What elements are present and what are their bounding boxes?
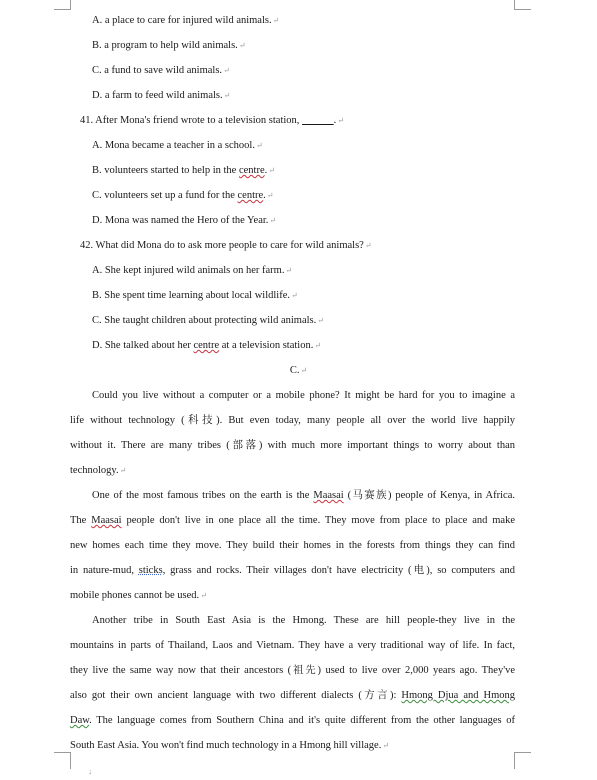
p3-line-3: they live the same way now that their ancestors (祖先) used to live over 2,000 years ago. They've bbox=[70, 665, 515, 676]
crop-mark-top-right bbox=[514, 0, 531, 10]
p2-line-3: new homes each time they move. They build their homes in the forests from things they can find bbox=[70, 540, 515, 551]
p2-line-1: One of the most famous tribes on the earth is the Maasai (马赛族) people of Kenya, in Africa. bbox=[92, 490, 515, 501]
q42-stem: 42. What did Mona do to ask more people to care for wild animals?↵ bbox=[80, 240, 372, 251]
q40-option-d: D. a farm to feed wild animals.↵ bbox=[92, 90, 231, 101]
p2-line-4: in nature-mud, sticks, grass and rocks. Their villages don't have electricity (电), so computers and bbox=[70, 565, 515, 576]
p3-line-6: South East Asia. You won't find much technology in a Hmong hill village.↵ bbox=[70, 740, 390, 751]
crop-mark-top-left bbox=[54, 0, 71, 10]
p2-line-5: mobile phones cannot be used.↵ bbox=[70, 590, 207, 601]
crop-mark-bottom-right bbox=[514, 752, 531, 769]
p3-line-1: Another tribe in South East Asia is the Hmong. These are hill people-they live in the bbox=[92, 615, 515, 626]
q42-option-a: A. She kept injured wild animals on her farm.↵ bbox=[92, 265, 293, 276]
q42-option-b: B. She spent time learning about local wildlife.↵ bbox=[92, 290, 298, 301]
q40-option-b: B. a program to help wild animals.↵ bbox=[92, 40, 246, 51]
p1-line-2: life without technology (科技). But even today, many people all over the world live happily bbox=[70, 415, 515, 426]
crop-mark-bottom-left bbox=[54, 752, 71, 769]
p3-line-5: Daw. The language comes from Southern China and it's quite different from the other languages of bbox=[70, 715, 515, 726]
p3-line-4: also got their own ancient language with two different dialects (方言): Hmong Djua and Hmong bbox=[70, 690, 516, 701]
q40-option-a: A. a place to care for injured wild animals.↵ bbox=[92, 15, 280, 26]
q41-option-b: B. volunteers started to help in the centre.↵ bbox=[92, 165, 275, 176]
p2-line-2: The Maasai people don't live in one place all the time. They move from place to place and make bbox=[70, 515, 516, 526]
q41-option-d: D. Mona was named the Hero of the Year.↵ bbox=[92, 215, 277, 226]
p3-line-2: mountains in parts of Thailand, Laos and Vietnam. They have a very traditional way of life. In fact, bbox=[70, 640, 515, 651]
q42-option-d: D. She talked about her centre at a television station.↵ bbox=[92, 340, 322, 351]
q40-option-c: C. a fund to save wild animals.↵ bbox=[92, 65, 230, 76]
section-heading-c: C.↵ bbox=[289, 365, 308, 376]
p1-line-1: Could you live without a computer or a mobile phone? It might be hard for you to imagine a bbox=[92, 390, 515, 401]
q41-stem: 41. After Mona's friend wrote to a television station, ______.↵ bbox=[80, 115, 344, 126]
p1-line-3: without it. There are many tribes (部落) with much more important things to worry about than bbox=[70, 440, 515, 451]
q41-option-c: C. volunteers set up a fund for the centre.↵ bbox=[92, 190, 274, 201]
section-break-mark: ↓ bbox=[88, 767, 92, 776]
q41-option-a: A. Mona became a teacher in a school.↵ bbox=[92, 140, 263, 151]
q42-option-c: C. She taught children about protecting wild animals.↵ bbox=[92, 315, 324, 326]
p1-line-4: technology.↵ bbox=[70, 465, 127, 476]
